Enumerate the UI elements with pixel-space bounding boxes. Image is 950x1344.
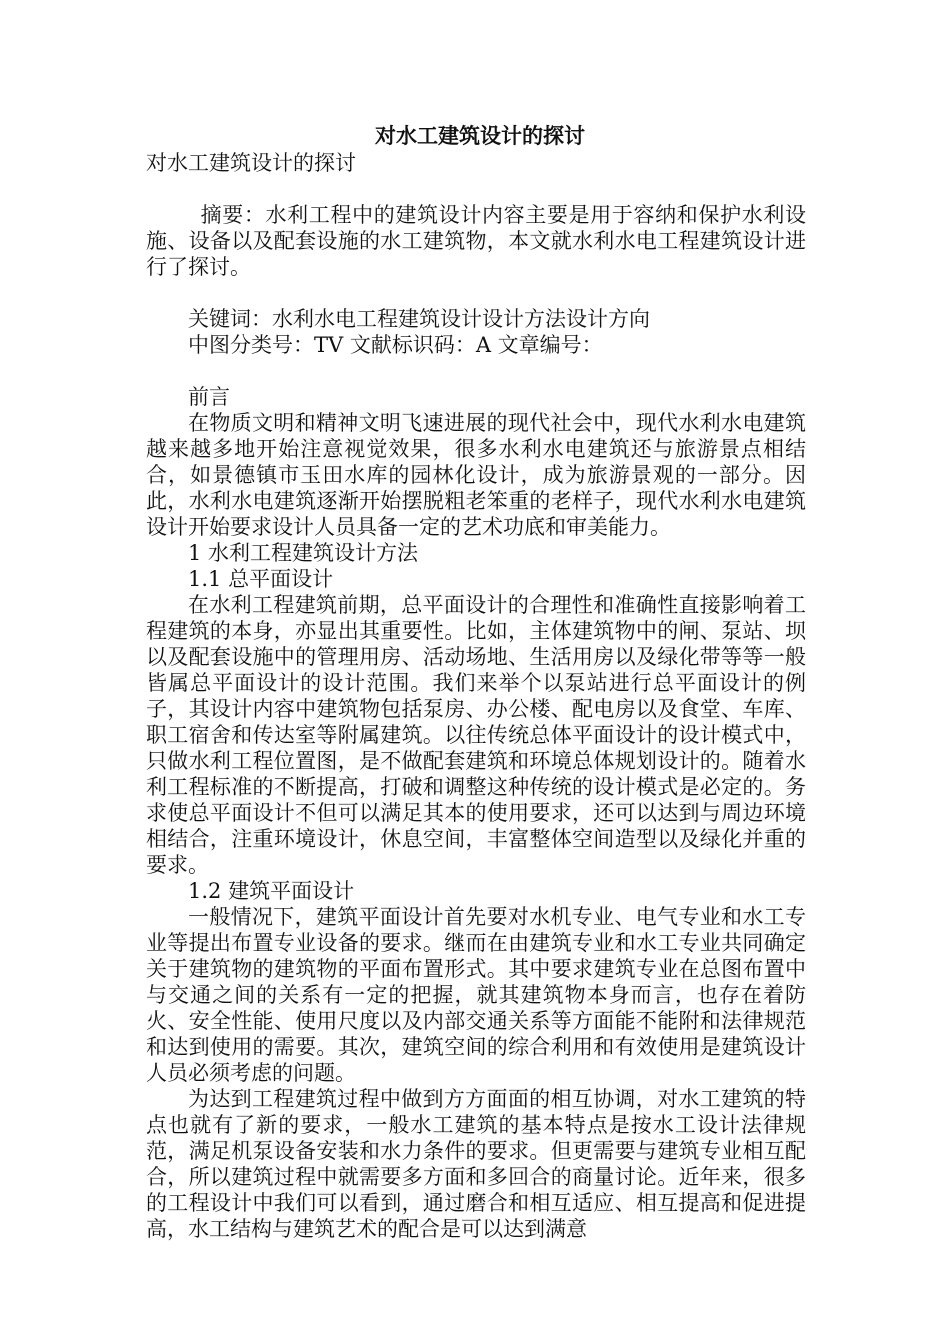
preface-heading: 前言 (188, 385, 230, 409)
section-1-2-heading: 1.2 建筑平面设计 (188, 879, 355, 903)
preface-paragraph: 在物质文明和精神文明飞速进展的现代社会中，现代水利水电建筑越来越多地开始注意视觉效果，很多水利水电建筑还与旅游景点相结合，如景德镇市玉田水库的园林化设计，成为旅游景观的一部分。因此，水利水电建筑逐渐开始摆脱粗老笨重的老样子，现代水利水电建筑设计开始要求设计人员具备一定的艺术功底和审美能力。 (146, 411, 806, 539)
keywords-line: 关键词：水利水电工程建筑设计设计方法设计方向 (188, 307, 650, 331)
abstract-paragraph: 摘要：水利工程中的建筑设计内容主要是用于容纳和保护水利设施、设备以及配套设施的水工建筑物，本文就水利水电工程建筑设计进行了探讨。 (146, 203, 806, 279)
classification-line: 中图分类号：TV 文献标识码：A 文章编号： (188, 333, 603, 357)
section-1-2-paragraph-2: 为达到工程建筑过程中做到方方面面的相互协调，对水工建筑的特点也就有了新的要求，一般水工建筑的基本特点是按水工设计法律规范，满足机泵设备安装和水力条件的要求。但更需要与建筑专业相互配合，所以建筑过程中就需要多方面和多回合的商量讨论。近年来，很多的工程设计中我们可以看到，通过磨合和相互适应、相互提高和促进提高，水工结构与建筑艺术的配合是可以达到满意 (146, 1087, 806, 1241)
section-1-heading: 1 水利工程建筑设计方法 (188, 541, 419, 565)
spacer (146, 280, 806, 306)
document-title: 对水工建筑设计的探讨 (375, 124, 585, 148)
section-1-2-paragraph: 一般情况下，建筑平面设计首先要对水机专业、电气专业和水工专业等提出布置专业设备的要求。继而在由建筑专业和水工专业共同确定关于建筑物的建筑物的平面布置形式。其中要求建筑专业在总图布置中与交通之间的关系有一定的把握，就其建筑物本身而言，也存在着防火、安全性能、使用尺度以及内部交通关系等方面能不能附和法律规范和达到使用的需要。其次，建筑空间的综合利用和有效使用是建筑设计人员必须考虑的问题。 (146, 905, 806, 1085)
section-1-1-heading: 1.1 总平面设计 (188, 567, 334, 591)
document-subtitle: 对水工建筑设计的探讨 (146, 151, 356, 175)
section-1-1-paragraph: 在水利工程建筑前期，总平面设计的合理性和准确性直接影响着工程建筑的本身，亦显出其重要性。比如，主体建筑物中的闸、泵站、坝以及配套设施中的管理用房、活动场地、生活用房以及绿化带等等一般皆属总平面设计的设计范围。我们来举个以泵站进行总平面设计的例子，其设计内容中建筑物包括泵房、办公楼、配电房以及食堂、车库、职工宿舍和传达室等附属建筑。以往传统总体平面设计的设计模式中，只做水利工程位置图，是不做配套建筑和环境总体规划设计的。随着水利工程标准的不断提高，打破和调整这种传统的设计模式是必定的。务求使总平面设计不但可以满足其本的使用要求，还可以达到与周边环境相结合，注重环境设计，休息空间，丰富整体空间造型以及绿化并重的要求。 (146, 593, 806, 877)
spacer (146, 358, 806, 384)
document-body (146, 122, 806, 1242)
